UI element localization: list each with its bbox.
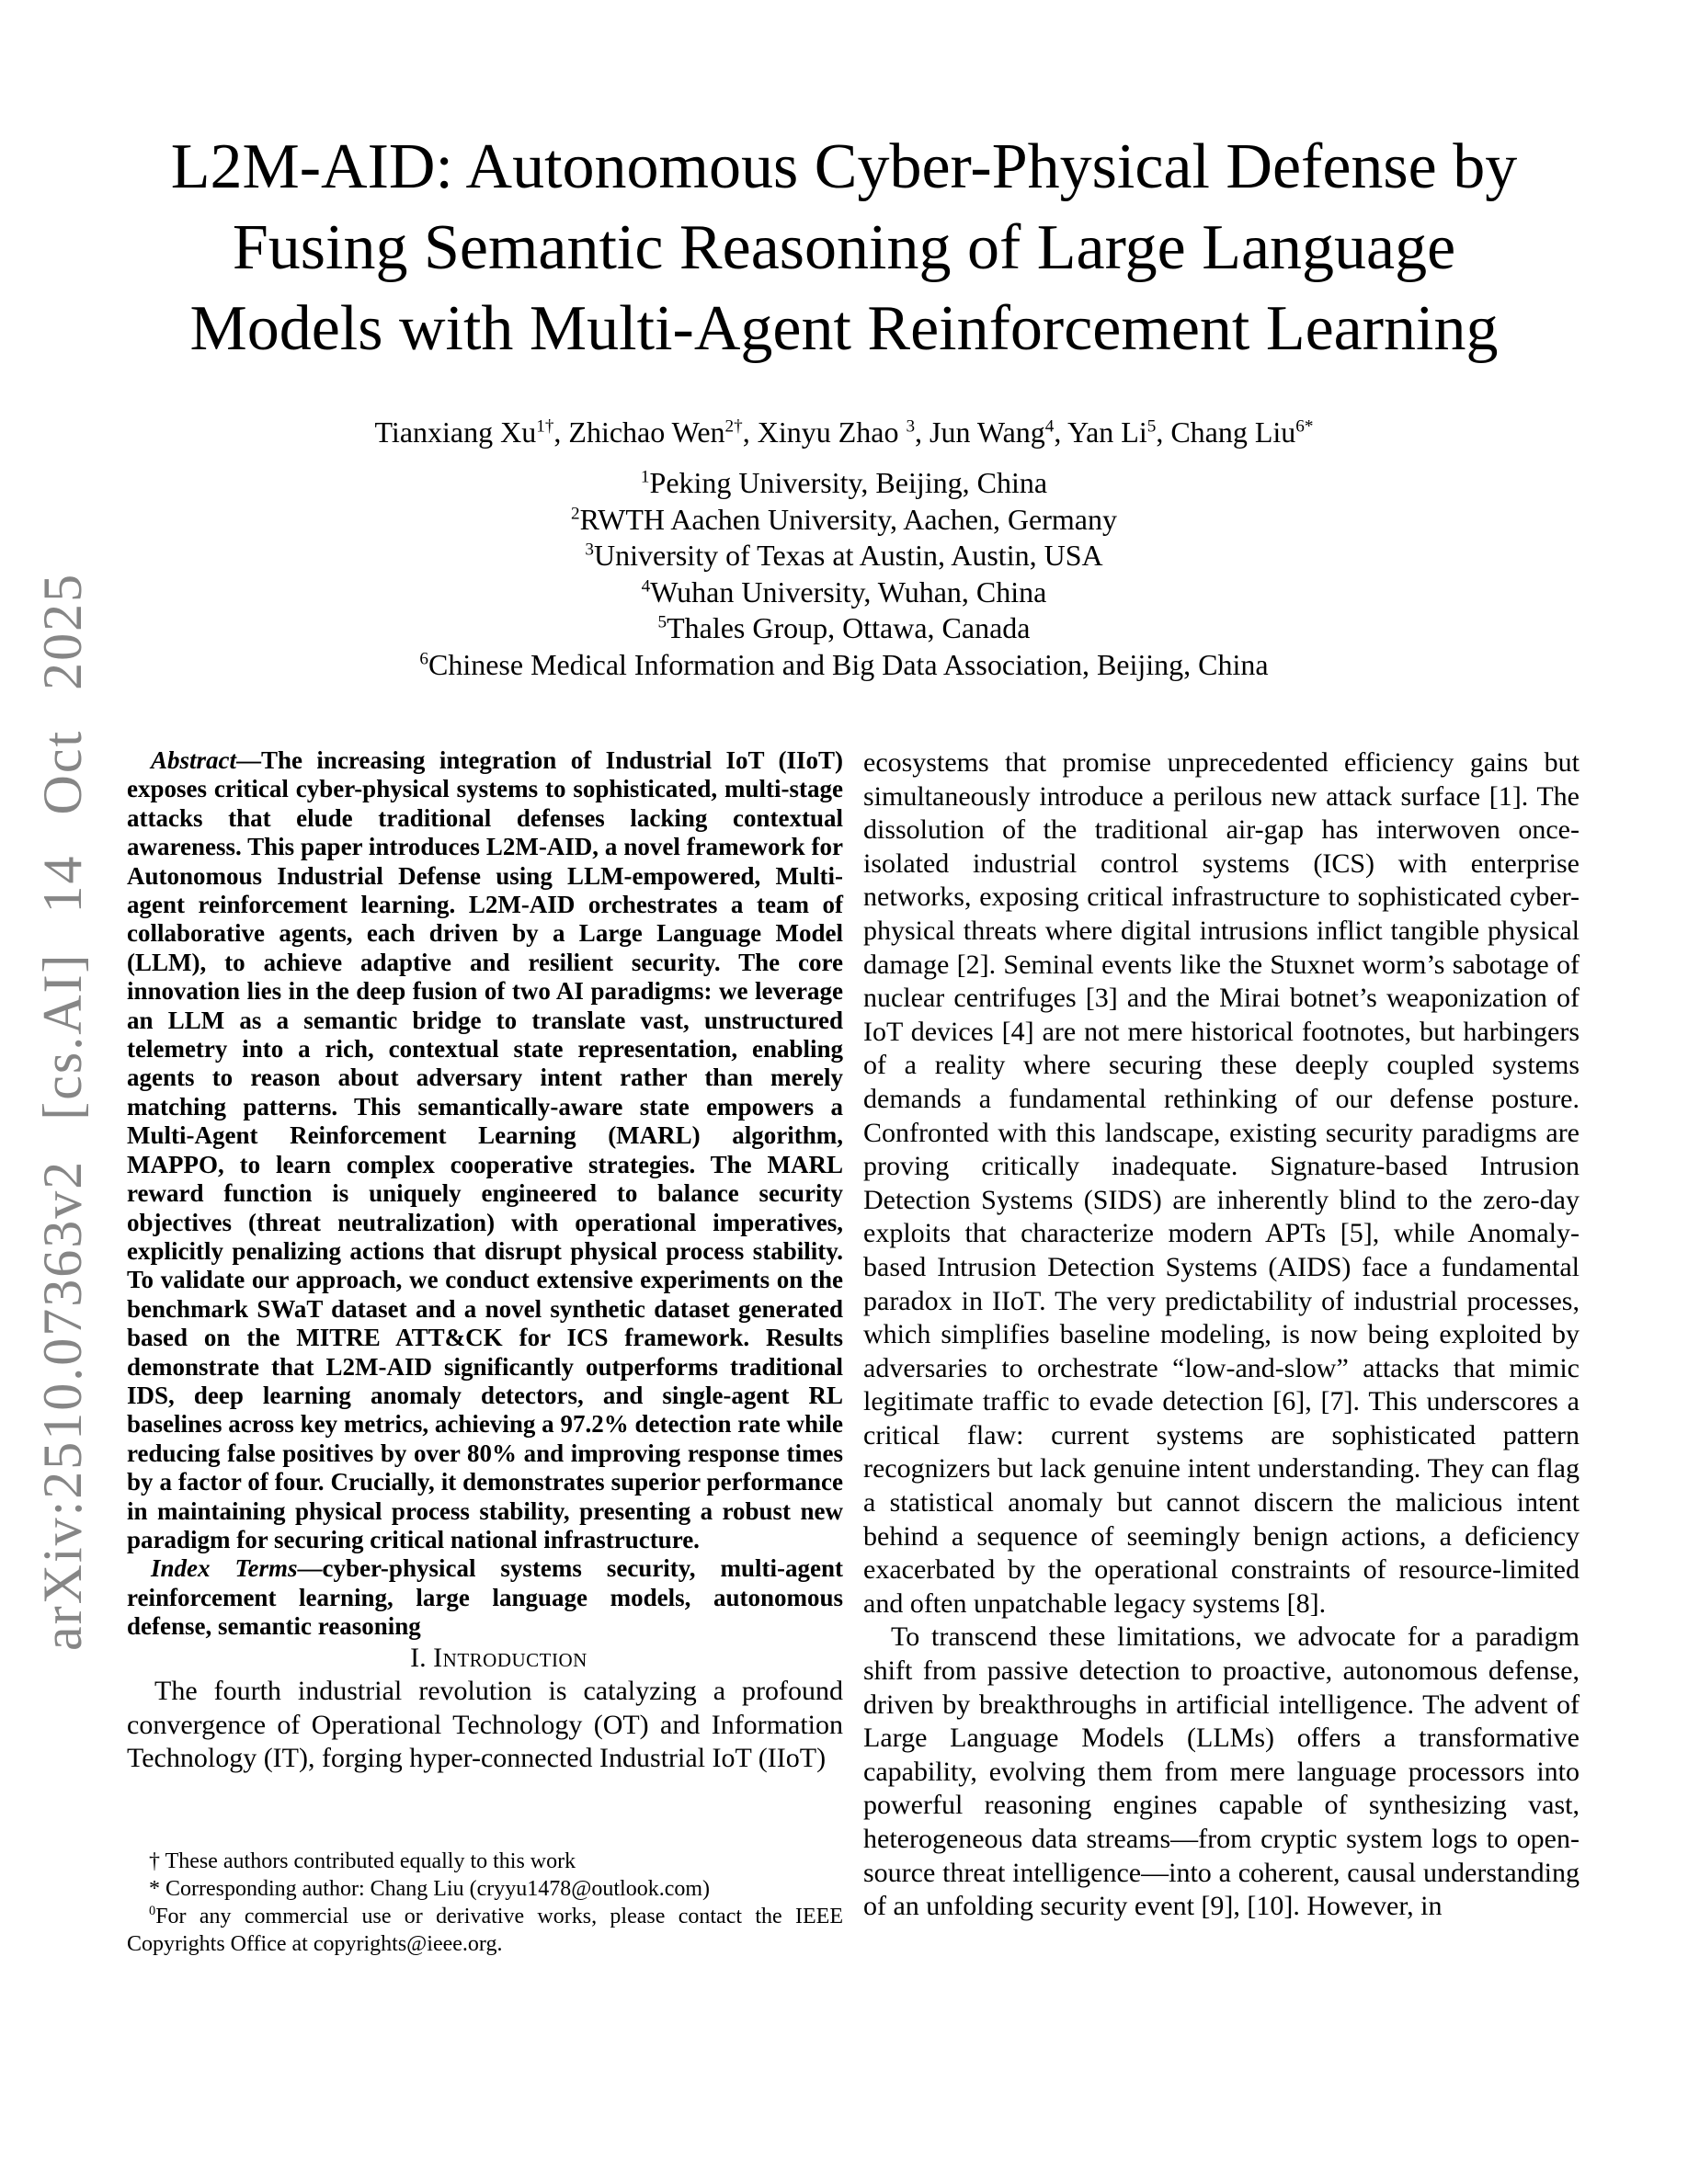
footnote-corresponding-author: [127, 1875, 843, 1903]
left-column: [127, 746, 843, 1776]
affiliation-text: University of Texas at Austin, Austin, USA: [593, 539, 1103, 572]
zero-marker: 0: [149, 1904, 156, 1918]
footnote-equal-contribution: [127, 1848, 843, 1875]
author-affiliation-sup: 2†: [724, 416, 743, 437]
author-affiliation-sup: 1†: [536, 416, 554, 437]
intro-paragraph-left: The fourth industrial revolution is catalyzing a profound convergence of Operational Technology (OT) and Information Technology (IT), forging hyper-connected Industrial IoT (IIoT): [127, 1676, 843, 1774]
arxiv-watermark: arXiv:2510.07363v2 [cs.AI] 14 Oct 2025: [32, 572, 93, 1651]
intro-paragraph-right-continuation: ecosystems that promise unprecedented efficiency gains but simultaneously introduce a perilous new attack surface [1]. The dissolution of the traditional air-gap has interwoven once-isolated industrial control systems (ICS) with enterprise networks, exposing critical infrastructure to sophisticated cyber-physical threats where digital intrusions inflict tangible physical damage [2]. Seminal events like the Stuxnet worm’s sabotage of nuclear centrifuges [3] and the Mirai botnet’s weaponization of IoT devices [4] are not mere historical footnotes, but harbingers of a reality where securing these deeply coupled systems demands a fundamental rethinking of our defense posture. Confronted with this landscape, existing security paradigms are proving critically inadequate. Signature-based Intrusion Detection Systems (SIDS) are inherently blind to the zero-day exploits that characterize modern APTs [5], while Anomaly-based Intrusion Detection Systems (AIDS) face a fundamental paradox in IIoT. The very predictability of industrial processes, which simplifies baseline modeling, is now being exploited by adversaries to orchestrate “low-and-slow” attacks that mimic legitimate traffic to evade detection [6], [7]. This underscores a critical flaw: current systems are sophisticated pattern recognizers but lack genuine intent understanding. They can flag a statistical anomaly but cannot discern the malicious intent behind a sequence of seemingly benign actions, a deficiency exacerbated by the operational constraints of resource-limited and often unpatchable legacy systems [8].: [863, 747, 1580, 1619]
affiliation-sup: 5: [657, 612, 667, 632]
index-terms-text: —cyber-physical systems security, multi-agent reinforcement learning, large language models, autonomous defense, semantic reasoning: [127, 1554, 843, 1641]
title-line-2: Fusing Semantic Reasoning of Large Language: [232, 212, 1456, 283]
footnotes-block: [127, 1848, 843, 1958]
footnote-text: Corresponding author: Chang Liu (cryyu1478@outlook.com): [160, 1877, 711, 1901]
affiliation-sup: 2: [570, 503, 580, 523]
authors-line: [0, 415, 1688, 449]
affiliation-text: RWTH Aachen University, Aachen, Germany: [579, 502, 1117, 536]
author-affiliation-sup: 6*: [1295, 416, 1314, 437]
affiliation-text: Peking University, Beijing, China: [649, 466, 1048, 499]
author-affiliation-sup: 5: [1146, 416, 1157, 437]
affiliation-line: [0, 465, 1688, 502]
affiliation-line: [0, 647, 1688, 684]
affiliation-line: [0, 502, 1688, 539]
right-column: [863, 746, 1580, 1924]
index-terms-label: Index Terms: [151, 1554, 298, 1583]
affiliation-text: Thales Group, Ottawa, Canada: [667, 611, 1031, 644]
author-name: Yan Li$^5$: [1067, 415, 1157, 449]
author-affiliation-sup: 4: [1044, 416, 1055, 437]
author-name: Jun Wang$^4$: [930, 415, 1055, 449]
affiliation-line: [0, 538, 1688, 574]
affiliation-sup: 1: [640, 467, 650, 487]
author-separator: ,: [915, 415, 930, 449]
abstract-paragraph: [127, 746, 843, 1554]
affiliation-line: [0, 610, 1688, 647]
intro-paragraph-right-second: To transcend these limitations, we advocate for a paradigm shift from passive detection to proactive, autonomous defense, driven by breakthroughs in artificial intelligence. The advent of Large Language Models (LLMs) offers a transformative capability, evolving them from mere language processors into powerful reasoning engines capable of synthesizing vast, heterogeneous data streams—from cryptic system logs to open-source threat intelligence—into a coherent, causal understanding of an unfolding security event [9], [10]. However, in: [863, 1621, 1580, 1922]
section-title: Introduction: [433, 1642, 587, 1673]
author-name: Xinyu Zhao $^3$: [757, 415, 916, 449]
author-name: Chang Liu$^{6*}$: [1170, 415, 1314, 449]
author-name: Zhichao Wen$^{2\dagger}$: [568, 415, 743, 449]
author-separator: ,: [1156, 415, 1171, 449]
paper-title: [0, 127, 1688, 370]
footnote-text: For any commercial use or derivative works, please contact the IEEE Copyrights Office at copyrights@ieee.org.: [127, 1905, 843, 1956]
author-separator: ,: [742, 415, 758, 449]
section-number: I.: [410, 1642, 427, 1673]
author-affiliation-sup: 3: [906, 416, 916, 437]
affiliation-sup: 6: [419, 648, 428, 668]
asterisk-marker: *: [149, 1877, 160, 1901]
dagger-marker: †: [149, 1849, 160, 1873]
affiliations-block: [0, 465, 1688, 683]
abstract-label: Abstract: [151, 746, 237, 774]
affiliation-text: Wuhan University, Wuhan, China: [650, 574, 1047, 609]
section-heading-introduction: [127, 1642, 843, 1676]
title-line-3: Models with Multi-Agent Reinforcement Learning: [189, 293, 1499, 364]
affiliation-line: [0, 574, 1688, 611]
affiliation-text: Chinese Medical Information and Big Data Association, Beijing, China: [428, 647, 1269, 681]
author-separator: ,: [553, 415, 569, 449]
affiliation-sup: 4: [641, 575, 651, 596]
author-separator: ,: [1054, 415, 1068, 449]
footnote-text: These authors contributed equally to this work: [160, 1849, 576, 1873]
footnote-ieee-copyright: [127, 1903, 843, 1958]
title-line-1: L2M-AID: Autonomous Cyber-Physical Defense by: [170, 131, 1518, 202]
author-name: Tianxiang $Xu^{1\dagger}$: [374, 415, 554, 449]
index-terms-paragraph: [127, 1554, 843, 1641]
affiliation-sup: 3: [585, 540, 594, 560]
abstract-text: —The increasing integration of Industrial IoT (IIoT) exposes critical cyber-physical systems to sophisticated, multi-stage attacks that elude traditional defenses lacking contextual awareness. This paper introduces L2M-AID, a novel framework for Autonomous Industrial Defense using LLM-empowered, Multi-agent reinforcement learning. L2M-AID orchestrates a team of collaborative agents, each driven by a Large Language Model (LLM), to achieve adaptive and resilient security. The core innovation lies in the deep fusion of two AI paradigms: we leverage an LLM as a semantic bridge to translate vast, unstructured telemetry into a rich, contextual state representation, enabling agents to reason about adversary intent rather than merely matching patterns. This semantically-aware state empowers a Multi-Agent Reinforcement Learning (MARL) algorithm, MAPPO, to learn complex cooperative strategies. The MARL reward function is uniquely engineered to balance security objectives (threat neutralization) with operational imperatives, explicitly penalizing actions that disrupt physical process stability. To validate our approach, we conduct extensive experiments on the benchmark SWaT dataset and a novel synthetic dataset generated based on the MITRE ATT&CK for ICS framework. Results demonstrate that L2M-AID significantly outperforms traditional IDS, deep learning anomaly detectors, and single-agent RL baselines across key metrics, achieving a 97.2% detection rate while reducing false positives by over 80% and improving response times by a factor of four. Crucially, it demonstrates superior performance in maintaining physical process stability, presenting a robust new paradigm for securing critical national infrastructure.: [127, 746, 843, 1553]
